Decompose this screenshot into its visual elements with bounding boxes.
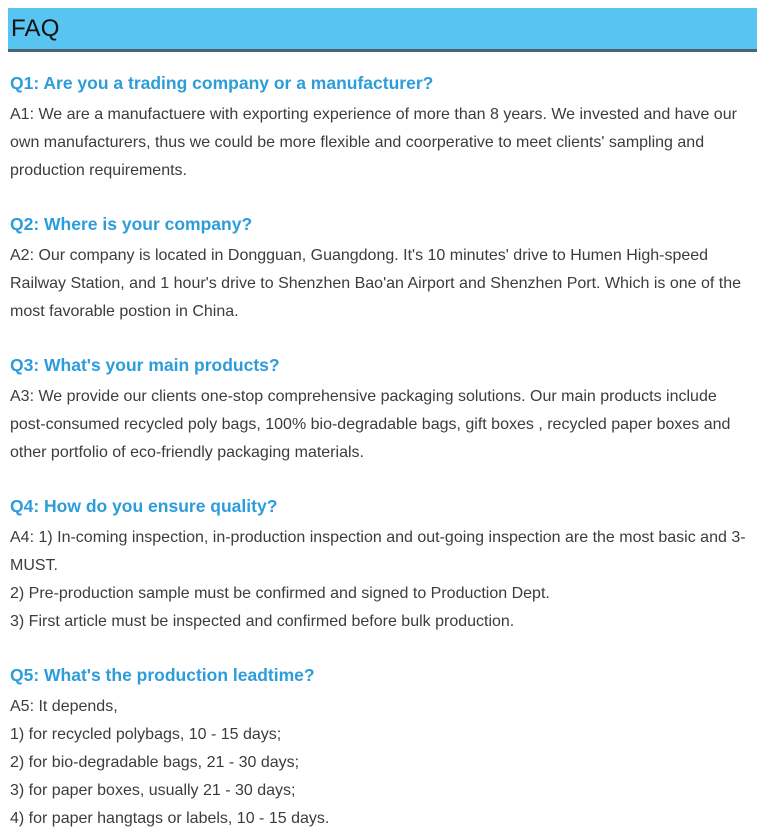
faq-answer-line: A2: Our company is located in Dongguan, Guangdong. It's 10 minutes' drive to Humen High-speed Railway Station, and 1 hour's drive to Shenzhen Bao'an Airport and Shenzhen Port. Which is one of the most favorable postion in China. — [10, 247, 741, 320]
faq-question: Q3: What's your main products? — [10, 355, 280, 375]
faq-section-title: FAQ — [11, 14, 60, 42]
faq-answer — [10, 524, 755, 636]
faq-answer-line: 4) for paper hangtags or labels, 10 - 15 days. — [10, 810, 330, 827]
faq-item — [10, 664, 755, 833]
faq-content — [0, 72, 765, 833]
faq-answer-line: A5: It depends, — [10, 698, 118, 715]
faq-question: Q2: Where is your company? — [10, 214, 253, 234]
faq-question: Q4: How do you ensure quality? — [10, 496, 278, 516]
faq-item — [10, 495, 755, 636]
faq-answer — [10, 693, 755, 833]
faq-question: Q1: Are you a trading company or a manufacturer? — [10, 73, 434, 93]
faq-answer — [10, 242, 755, 326]
faq-question: Q5: What's the production leadtime? — [10, 665, 315, 685]
faq-section-header — [8, 8, 757, 52]
faq-answer-line: 2) Pre-production sample must be confirmed and signed to Production Dept. — [10, 585, 550, 602]
faq-answer-line: A1: We are a manufactuere with exporting experience of more than 8 years. We invested and have our own manufacturers, thus we could be more flexible and coorperative to meet clients' sampling and production requirements. — [10, 106, 737, 179]
faq-answer-line: 2) for bio-degradable bags, 21 - 30 days; — [10, 754, 300, 771]
faq-answer-line: 3) First article must be inspected and confirmed before bulk production. — [10, 613, 515, 630]
faq-answer — [10, 101, 755, 185]
faq-answer-line: A4: 1) In-coming inspection, in-production inspection and out-going inspection are the most basic and 3-MUST. — [10, 529, 746, 574]
faq-item — [10, 72, 755, 185]
faq-item — [10, 354, 755, 467]
faq-answer-line: 3) for paper boxes, usually 21 - 30 days; — [10, 782, 296, 799]
faq-item — [10, 213, 755, 326]
faq-answer-line: A3: We provide our clients one-stop comprehensive packaging solutions. Our main products include post-consumed recycled poly bags, 100% bio-degradable bags, gift boxes , recycled paper boxes and other portfolio of eco-friendly packaging materials. — [10, 388, 731, 461]
faq-answer — [10, 383, 755, 467]
faq-answer-line: 1) for recycled polybags, 10 - 15 days; — [10, 726, 282, 743]
